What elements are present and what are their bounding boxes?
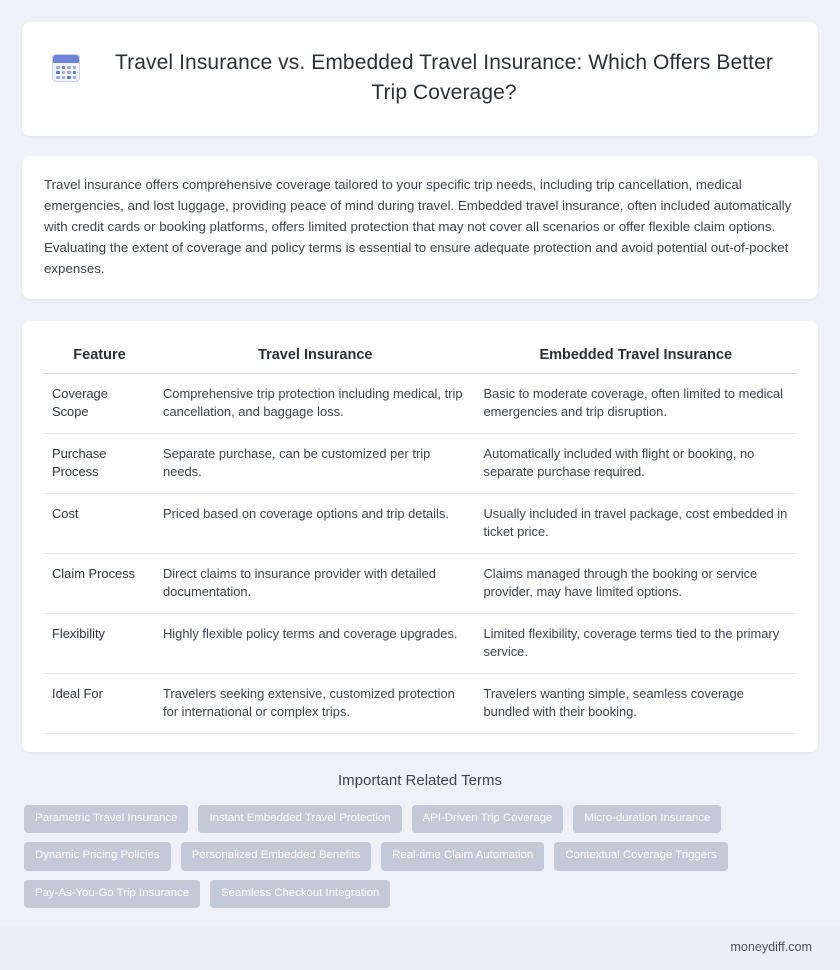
term-chip[interactable]: Dynamic Pricing Policies [24,842,171,870]
term-chip[interactable]: Real-time Claim Automation [381,842,544,870]
column-header-travel-insurance: Travel Insurance [155,343,476,374]
table-row [44,434,796,494]
term-chip[interactable]: Instant Embedded Travel Protection [198,805,401,833]
row-travel-insurance-value: Travelers seeking extensive, customized protection for international or complex trips. [155,674,476,734]
column-header-feature: Feature [44,343,155,374]
row-embedded-value: Automatically included with flight or booking, no separate purchase required. [476,434,797,494]
row-embedded-value: Claims managed through the booking or service provider, may have limited options. [476,554,797,614]
summary-card [22,156,818,299]
column-header-embedded-travel-insurance: Embedded Travel Insurance [476,343,797,374]
comparison-table-card [22,321,818,752]
row-feature-label: Coverage Scope [44,374,155,434]
row-feature-label: Flexibility [44,614,155,674]
row-embedded-value: Travelers wanting simple, seamless coverage bundled with their booking. [476,674,797,734]
page-title: Travel Insurance vs. Embedded Travel Insurance: Which Offers Better Trip Coverage? [115,51,773,104]
table-header-row [44,343,796,374]
footer-bar [0,926,840,970]
header-inner [52,48,788,108]
term-chip[interactable]: API-Driven Trip Coverage [412,805,564,833]
footer-site-label: moneydiff.com [730,940,812,955]
header-card [22,22,818,136]
related-terms-section [22,772,818,908]
row-embedded-value: Limited flexibility, coverage terms tied to the primary service. [476,614,797,674]
table-row [44,554,796,614]
row-feature-label: Claim Process [44,554,155,614]
related-terms-title: Important Related Terms [338,772,502,789]
row-travel-insurance-value: Highly flexible policy terms and coverage upgrades. [155,614,476,674]
row-feature-label: Ideal For [44,674,155,734]
calendar-icon [52,54,82,84]
row-embedded-value: Usually included in travel package, cost embedded in ticket price. [476,494,797,554]
term-chip[interactable]: Personalized Embedded Benefits [181,842,371,870]
related-terms-chip-list [22,805,818,908]
term-chip[interactable]: Seamless Checkout Integration [210,880,390,908]
table-row [44,614,796,674]
table-row [44,494,796,554]
term-chip[interactable]: Pay-As-You-Go Trip Insurance [24,880,200,908]
table-row [44,374,796,434]
term-chip[interactable]: Parametric Travel Insurance [24,805,188,833]
row-feature-label: Cost [44,494,155,554]
row-travel-insurance-value: Comprehensive trip protection including medical, trip cancellation, and baggage loss. [155,374,476,434]
row-embedded-value: Basic to moderate coverage, often limited to medical emergencies and trip disruption. [476,374,797,434]
summary-text: Travel insurance offers comprehensive coverage tailored to your specific trip needs, including trip cancellation, medical emergencies, and lost luggage, providing peace of mind during travel. Embedded travel insurance, often included automatically with credit cards or booking platforms, offers limited protection that may not cover all scenarios or offer flexible claim options. Evaluating the extent of coverage and policy terms is essential to ensure adequate protection and avoid potential out-of-pocket expenses. [44,177,792,276]
term-chip[interactable]: Contextual Coverage Triggers [554,842,727,870]
row-travel-insurance-value: Direct claims to insurance provider with detailed documentation. [155,554,476,614]
row-travel-insurance-value: Priced based on coverage options and trip details. [155,494,476,554]
row-travel-insurance-value: Separate purchase, can be customized per trip needs. [155,434,476,494]
row-feature-label: Purchase Process [44,434,155,494]
comparison-table [44,343,796,734]
term-chip[interactable]: Micro-duration Insurance [573,805,721,833]
table-row [44,674,796,734]
